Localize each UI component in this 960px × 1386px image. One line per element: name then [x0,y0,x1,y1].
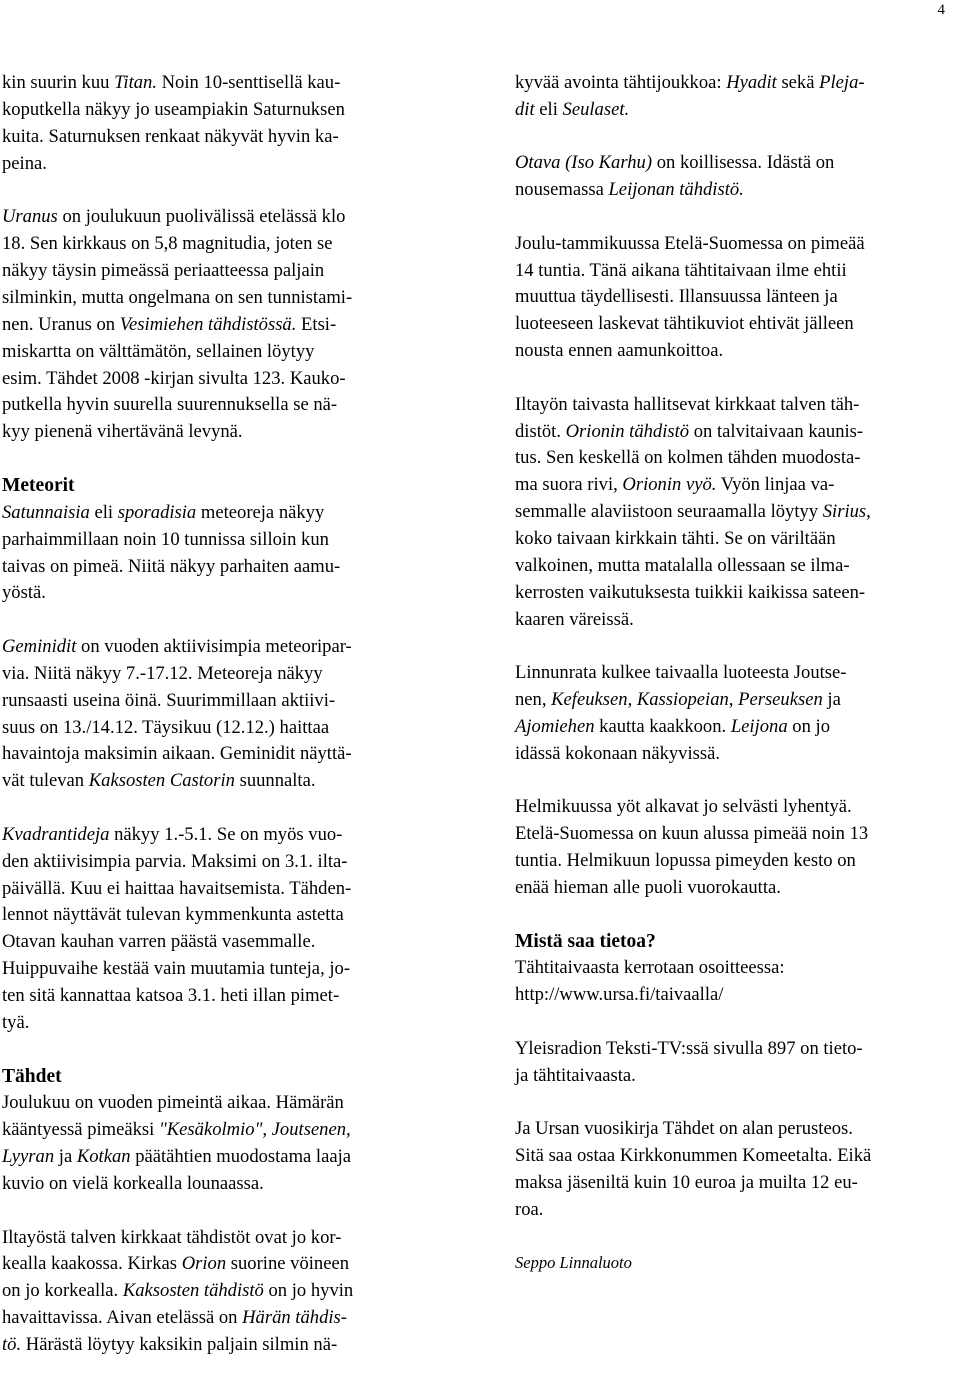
text-run: näkyy 1.-5.1. Se on myös vuo- [109,823,343,845]
text-run: kautta kaakkoon. [594,716,731,738]
italic-text: "Kesäkolmio", Joutsenen, [158,1119,351,1141]
text-line [2,929,452,956]
text-line [2,204,452,231]
text-run: yöstä. [2,582,46,604]
text-run: distöt. [515,420,566,442]
text-run: kerrosten vaikutuksesta tuikkii kaikissa sateen- [515,582,866,603]
italic-text: Hyadit [726,72,777,93]
text-run: nen. Uranus on [2,313,120,335]
italic-text: Uranus [2,206,58,228]
paragraph [2,204,452,446]
section-heading: Tähdet [2,1065,62,1087]
text-run: Härästä löytyy kaksikin paljain silmin nä- [21,1334,338,1356]
text-line [2,1251,452,1278]
text-run: sekä [776,72,820,93]
italic-text: sporadisia [117,501,197,523]
text-run: Iltayön taivasta hallitsevat kirkkaat talven täh- [515,393,860,415]
text-line [515,419,960,446]
text-run: Iltayöstä talven kirkkaat tähdistöt ovat jo kor- [2,1226,342,1248]
left-column [2,70,452,1386]
paragraph [2,500,452,608]
text-line [515,284,960,311]
text-run: eli [89,501,118,523]
paragraph [515,1036,960,1090]
text-run: lennot näyttävät tulevan kymmenkunta astetta [2,904,344,926]
text-run: den aktiivisimpia parvia. Maksimi on 3.1. ilta- [2,850,348,872]
text-line [515,231,960,258]
section-heading: Mistä saa tietoa? [515,930,656,952]
text-run: http://www.ursa.fi/taivaalla/ [515,984,724,1006]
italic-text: Orionin vyö. [622,474,717,496]
text-run: via. Niitä näkyy 7.-17.12. Meteoreja näkyy [2,662,323,684]
italic-text: Satunnaisia [2,501,90,523]
text-line [515,660,960,687]
text-run: esim. Tähdet 2008 -kirjan sivulta 123. Kauko- [2,367,346,389]
text-run: näkyy täysin pimeässä periaatteessa paljain [2,259,325,281]
text-line [515,526,960,553]
italic-text: Kaksosten Castorin [88,770,235,792]
italic-text: Kaksosten tähdistö [122,1280,264,1302]
text-run: valkoinen, mutta matalalla ollessaan se ilma- [515,555,850,577]
text-run: kin suurin kuu [2,72,115,93]
text-run: kuvio on vielä korkealla lounaassa. [2,1173,264,1195]
text-line [2,956,452,983]
text-line [515,741,960,768]
text-line [2,768,452,795]
text-line [2,258,452,285]
text-run: Etelä-Suomessa on kuun alussa pimeää noin 13 [515,823,869,845]
text-line [2,1010,452,1037]
paragraph [515,150,960,204]
italic-text: Kvadrantideja [2,823,110,845]
text-run: idässä kokonaan näkyvissä. [515,743,721,765]
right-column [515,70,960,1304]
text-run: eli [534,98,563,120]
text-line [2,849,452,876]
paragraph [515,70,960,124]
text-line [2,580,452,607]
text-line [2,70,452,97]
text-run: Etsi- [296,313,337,335]
text-line [515,875,960,902]
italic-text: Orionin tähdistö [565,420,690,442]
text-line [2,661,452,688]
paragraph [515,392,960,634]
text-run: Linnunrata kulkee taivaalla luoteesta Joutse- [515,662,847,684]
italic-text: Otava (Iso Karhu) [515,152,653,174]
text-run: Joulukuu on vuoden pimeintä aikaa. Hämärän [2,1092,344,1114]
text-run: on jo hyvin [263,1280,354,1302]
text-line [515,553,960,580]
text-line [515,794,960,821]
text-run: nousta ennen aamunkoittoa. [515,340,724,362]
text-run: on talvitaivaan kaunis- [689,420,864,442]
text-run: kealla kaakossa. Kirkas [2,1253,182,1275]
italic-text: Ajomiehen [515,716,595,738]
section-heading: Meteorit [2,474,75,496]
paragraph [2,1225,452,1360]
text-line [515,499,960,526]
text-run: parhaimmillaan noin 10 tunnissa silloin kun [2,528,329,550]
text-run: Ja Ursan vuosikirja Tähdet on alan perusteos. [515,1118,853,1140]
italic-text: Geminidit [2,635,77,657]
text-line [2,876,452,903]
text-run: on koillisessa. Idästä on [652,152,835,174]
text-line [515,1063,960,1090]
text-line [515,258,960,285]
text-line [2,983,452,1010]
text-line [515,607,960,634]
text-run: koko taivaan kirkkain tähti. Se on väriltään [515,528,836,550]
text-line [515,445,960,472]
text-run: meteoreja näkyy [196,501,325,523]
text-run: kaaren väreissä. [515,608,634,630]
text-line [2,554,452,581]
text-run: tuntia. Helmikuun lopussa pimeyden kesto on [515,850,856,872]
paragraph [2,70,452,178]
text-line [515,177,960,204]
italic-text: Titan. [114,72,157,93]
paragraph [515,955,960,1009]
text-line [2,527,452,554]
text-line [515,1143,960,1170]
text-line [515,150,960,177]
italic-text: Seulaset. [562,98,630,120]
text-line [515,338,960,365]
text-line [515,311,960,338]
text-line [515,97,960,124]
text-line [2,1090,452,1117]
text-run: Otavan kauhan varren päästä vasemmalle. [2,931,316,953]
text-run: kuita. Saturnuksen renkaat näkyvät hyvin ka- [2,125,339,147]
text-run: peina. [2,152,47,174]
text-run: ja [54,1146,77,1168]
text-line [515,982,960,1009]
text-run: havaittavissa. Aivan etelässä on [2,1307,243,1329]
text-line [515,714,960,741]
text-run: Tähtitaivaasta kerrotaan osoitteessa: [515,957,785,979]
italic-text: Pleja- [819,72,865,93]
text-run: Noin 10-senttisellä kau- [156,72,341,93]
text-line [2,285,452,312]
author-name: Seppo Linnaluoto [515,1253,632,1273]
text-run: luoteeseen laskevat tähtikuviot ehtivät jälleen [515,313,854,335]
text-line [515,848,960,875]
text-line [2,902,452,929]
text-run: Huippuvaihe kestää vain muutamia tunteja, jo- [2,958,351,980]
text-run: päätähtien muodostama laaja [130,1146,352,1168]
text-line [2,339,452,366]
text-run: Vyön linjaa va- [716,474,835,496]
text-line [2,1171,452,1198]
text-run: Yleisradion Teksti-TV:ssä sivulla 897 on tieto- [515,1037,863,1059]
text-run: päivällä. Kuu ei haittaa havaitsemista. Tähden- [2,877,352,899]
text-line [2,715,452,742]
text-line [2,392,452,419]
text-run: semmalle alaviistoon seuraamalla löytyy [515,501,823,523]
text-run: Sitä saa ostaa Kirkkonummen Komeetalta. Eikä [515,1145,872,1166]
italic-text: Leijonan tähdistö. [608,179,744,201]
text-run: on jo korkealla. [2,1280,123,1302]
paragraph [515,660,960,768]
text-run: maksa jäseniltä kuin 10 euroa ja muilta 12 eu- [515,1171,858,1193]
paragraph [2,1090,452,1198]
italic-text: Leijona [730,716,788,738]
text-line [515,580,960,607]
text-run: ja tähtitaivaasta. [515,1064,636,1086]
text-run: on jo [787,716,831,738]
italic-text: Sirius, [822,501,871,523]
text-run: miskartta on välttämätön, sellainen löytyy [2,340,315,362]
text-run: suunnalta. [234,770,316,792]
text-run: Helmikuussa yöt alkavat jo selvästi lyhentyä. [515,796,852,818]
text-run: taivas on pimeä. Niitä näkyy parhaiten aamu- [2,555,341,577]
text-line [2,1117,452,1144]
page-number: 4 [937,2,945,18]
text-line [2,634,452,661]
text-run: kääntyessä pimeäksi [2,1119,159,1141]
text-run: runsaasti useina öinä. Suurimmillaan aktiivi- [2,689,336,711]
paragraph [2,634,452,795]
text-run: vät tulevan [2,770,89,792]
text-line [515,472,960,499]
paragraph [515,794,960,902]
text-run: 14 tuntia. Tänä aikana tähtitaivaan ilme ehtii [515,259,847,281]
text-run: ma suora rivi, [515,474,623,496]
italic-text: dit [515,98,535,120]
text-line [2,312,452,339]
text-run: putkella hyvin suurella suurennuksella se nä- [2,394,338,416]
text-run: enää hieman alle puoli vuorokautta. [515,877,781,899]
text-run: roa. [515,1198,544,1220]
text-line [515,1036,960,1063]
text-run: on joulukuun puolivälissä etelässä klo [57,206,346,228]
text-run: Joulu-tammikuussa Etelä-Suomessa on pimeää [515,232,865,254]
italic-text: tö. [2,1334,22,1356]
text-run: silminkin, mutta ongelmana on sen tunnistami- [2,286,353,308]
text-line [515,955,960,982]
text-line [2,1332,452,1359]
text-line [2,822,452,849]
text-line [2,1225,452,1252]
text-run: ja [822,689,841,711]
text-run: koputkella näkyy jo useampiakin Saturnuksen [2,98,345,120]
italic-text: Vesimiehen tähdistössä. [119,313,297,335]
text-run: kyy pienenä vihertävänä levynä. [2,421,243,443]
text-line [2,1278,452,1305]
paragraph [2,822,452,1037]
italic-text: Kefeuksen, Kassiopeian, Perseuksen [551,689,823,711]
text-line [2,1144,452,1171]
paragraph [515,231,960,366]
text-line [2,688,452,715]
text-line [2,419,452,446]
text-run: kyvää avointa tähtijoukkoa: [515,72,727,93]
text-run: nen, [515,689,552,711]
italic-text: Härän tähdis- [242,1307,347,1329]
text-line [2,97,452,124]
text-line [2,366,452,393]
text-run: suorine vöineen [226,1253,350,1275]
italic-text: Lyyran [2,1146,55,1168]
text-line [515,687,960,714]
text-line [515,1197,960,1224]
text-run: muuttua täydellisesti. Illansuussa länteen ja [515,286,838,308]
text-run: tus. Sen keskellä on kolmen tähden muodosta- [515,447,861,469]
text-run: suus on 13./14.12. Täysikuu (12.12.) haittaa [2,716,330,738]
italic-text: Kotkan [76,1146,131,1168]
italic-text: Orion [181,1253,227,1275]
text-line [515,392,960,419]
text-line [2,741,452,768]
text-line [2,231,452,258]
text-line [2,151,452,178]
text-line [515,1116,960,1143]
text-run: tyä. [2,1012,30,1034]
text-line [2,1305,452,1332]
text-run: on vuoden aktiivisimpia meteoripar- [76,635,352,657]
text-line [515,70,960,97]
text-line [2,500,452,527]
text-run: 18. Sen kirkkaus on 5,8 magnitudia, joten se [2,233,333,255]
paragraph [515,1116,960,1224]
text-line [515,821,960,848]
text-line [2,124,452,151]
author-signature [515,1250,960,1277]
text-run: nousemassa [515,179,609,201]
text-run: havaintoja maksimin aikaan. Geminidit näyttä- [2,743,352,765]
text-run: ten sitä kannattaa katsoa 3.1. heti illan pimet- [2,985,340,1007]
text-line [515,1170,960,1197]
